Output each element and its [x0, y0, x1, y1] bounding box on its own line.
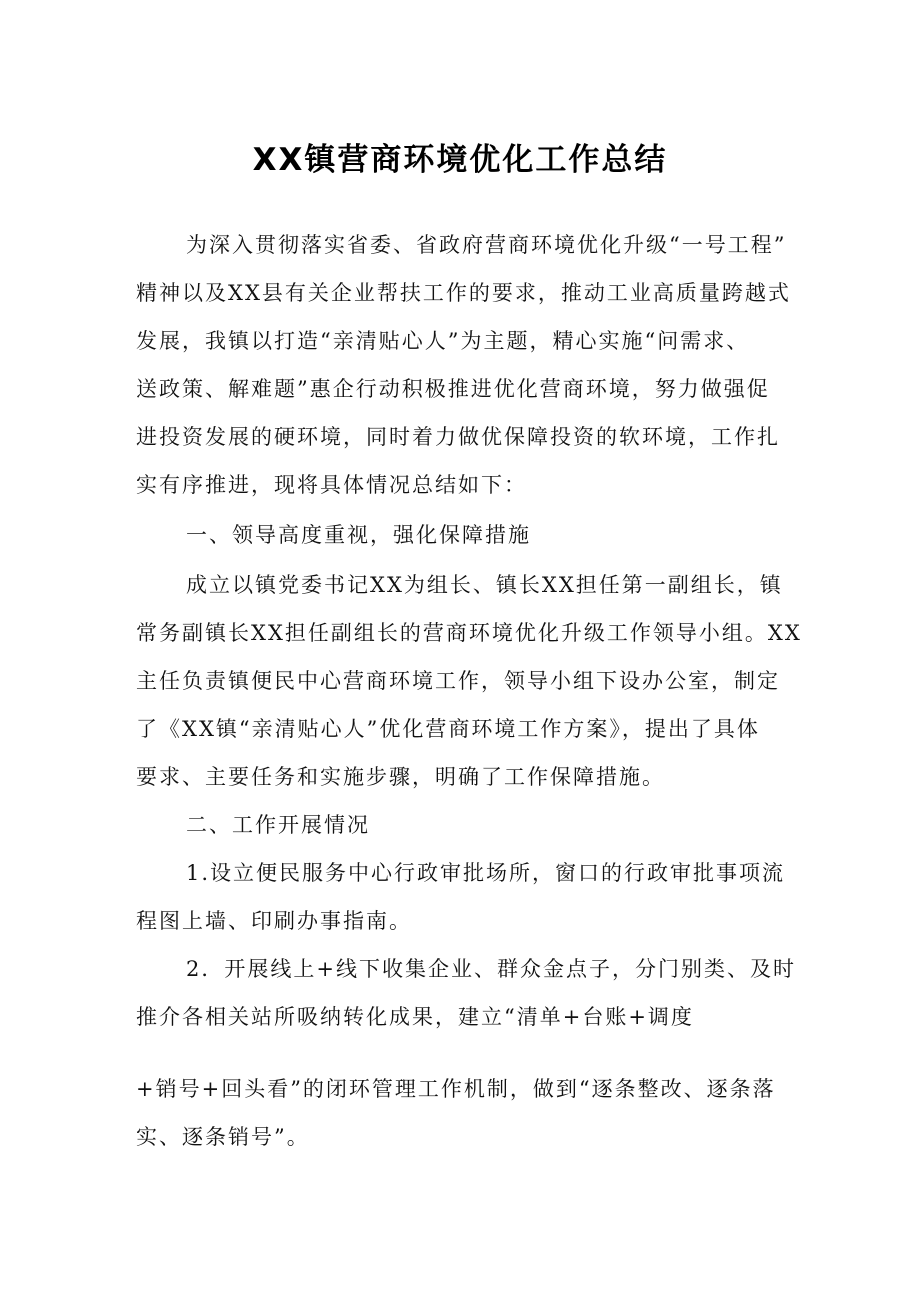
paragraph-line: 2．开展线上+线下收集企业、群众金点子，分门别类、及时 [186, 957, 796, 981]
document-title: XX镇营商环境优化工作总结 [252, 142, 668, 178]
paragraph-line: 常务副镇长XX担任副组长的营商环境优化升级工作领导小组。XX [136, 621, 802, 645]
paragraph-line: 主任负责镇便民中心营商环境工作，领导小组下设办公室，制定 [136, 669, 780, 693]
paragraph-line: 推介各相关站所吸纳转化成果，建立“清单+台账+调度 [136, 1005, 694, 1029]
paragraph-line: 精神以及XX县有关企业帮扶工作的要求，推动工业高质量跨越式 [136, 281, 791, 305]
paragraph-line: 1.设立便民服务中心行政审批场所，窗口的行政审批事项流 [186, 861, 786, 885]
section-heading: 一、领导高度重视，强化保障措施 [186, 523, 531, 547]
paragraph-line: 要求、主要任务和实施步骤，明确了工作保障措施。 [136, 765, 665, 789]
paragraph-line: 进投资发展的硬环境，同时着力做优保障投资的软环境，工作扎 [136, 425, 780, 449]
paragraph-line: 了《XX镇“亲清贴心人”优化营商环境工作方案》，提出了具体 [136, 717, 760, 741]
paragraph-line: 成立以镇党委书记XX为组长、镇长XX担任第一副组长，镇 [186, 573, 783, 597]
paragraph-line: +销号+回头看”的闭环管理工作机制，做到“逐条整改、逐条落 [136, 1077, 776, 1101]
paragraph-line: 发展，我镇以打造“亲清贴心人”为主题，精心实施“问需求、 [136, 329, 750, 353]
paragraph-line: 为深入贯彻落实省委、省政府营商环境优化升级“一号工程” [186, 233, 787, 257]
section-heading: 二、工作开展情况 [186, 813, 370, 837]
paragraph-line: 送政策、解难题”惠企行动积极推进优化营商环境，努力做强促 [136, 377, 770, 401]
paragraph-line: 程图上墙、印刷办事指南。 [136, 909, 412, 933]
paragraph-line: 实、逐条销号”。 [136, 1125, 310, 1149]
paragraph-line: 实有序推进，现将具体情况总结如下： [136, 473, 527, 497]
